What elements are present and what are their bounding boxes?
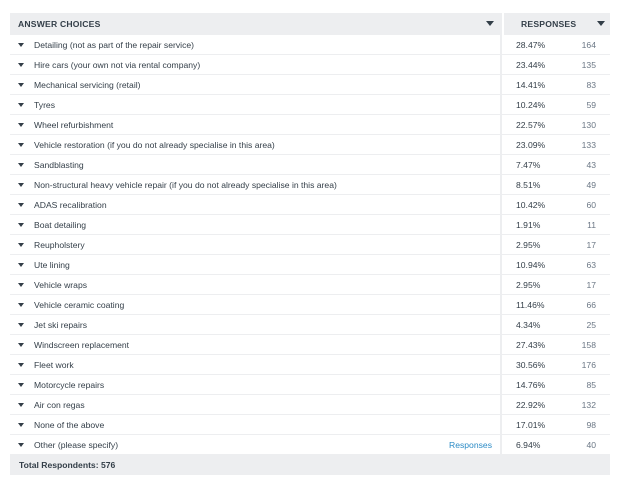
table-row [10,435,610,455]
expand-caret-down-icon[interactable] [18,143,24,147]
table-row [10,95,610,115]
answer-choice-cell [10,135,502,154]
response-percent: 10.42% [516,199,546,210]
table-row [10,395,610,415]
response-percent: 4.34% [516,319,541,330]
answer-choice-cell [10,375,502,394]
answer-choice-label: Mechanical servicing (retail) [34,79,141,90]
response-count: 85 [586,379,596,390]
response-percent: 14.41% [516,79,546,90]
table-row [10,215,610,235]
answer-choice-cell [10,115,502,134]
response-count: 17 [586,239,596,250]
expand-caret-down-icon[interactable] [18,343,24,347]
response-count: 130 [581,119,596,130]
response-count: 176 [581,359,596,370]
table-row [10,195,610,215]
answer-choice-cell [10,415,502,434]
answer-choice-label: Jet ski repairs [34,319,88,330]
table-row [10,75,610,95]
answer-choice-label: Windscreen replacement [34,339,130,350]
response-percent: 22.92% [516,399,546,410]
response-count: 25 [586,319,596,330]
response-percent: 23.09% [516,139,546,150]
answer-choice-label: Wheel refurbishment [34,119,114,130]
answer-choice-label: Vehicle wraps [34,279,88,290]
expand-caret-down-icon[interactable] [18,163,24,167]
answer-choice-label: Motorcycle repairs [34,379,105,390]
sort-caret-down-icon[interactable] [597,21,605,26]
answer-choice-cell [10,255,502,274]
answer-choice-cell [10,35,502,54]
response-count: 63 [586,259,596,270]
table-row [10,335,610,355]
response-count: 164 [581,39,596,50]
expand-caret-down-icon[interactable] [18,43,24,47]
answer-choice-cell [10,355,502,374]
expand-caret-down-icon[interactable] [18,203,24,207]
expand-caret-down-icon[interactable] [18,263,24,267]
expand-caret-down-icon[interactable] [18,323,24,327]
table-header [10,13,610,35]
answer-choice-label: Air con regas [34,399,85,410]
response-percent: 11.46% [516,299,545,310]
expand-caret-down-icon[interactable] [18,383,24,387]
response-percent: 27.43% [516,339,546,350]
answer-choices-header-label: ANSWER CHOICES [18,19,101,29]
answer-choice-label: Vehicle restoration (if you do not already specialise in this area) [34,139,275,150]
answer-choice-cell [10,75,502,94]
answer-choice-label: Vehicle ceramic coating [34,299,125,310]
answer-choice-cell [10,395,502,414]
answer-choice-cell [10,235,502,254]
table-row [10,55,610,75]
response-count: 59 [586,99,596,110]
answer-choice-label: Other (please specify) [34,439,119,450]
table-row [10,155,610,175]
table-row [10,355,610,375]
response-count: 133 [581,139,596,150]
expand-caret-down-icon[interactable] [18,123,24,127]
expand-caret-down-icon[interactable] [18,363,24,367]
answer-choice-label: Hire cars (your own not via rental company) [34,59,201,70]
response-count: 66 [586,299,596,310]
answer-choice-cell [10,295,502,314]
response-count: 11 [587,219,596,230]
table-row [10,315,610,335]
expand-caret-down-icon[interactable] [18,443,24,447]
answer-choice-cell [10,335,502,354]
answer-choice-cell [10,195,502,214]
response-percent: 2.95% [516,279,541,290]
response-count: 40 [586,439,596,450]
responses-link[interactable]: Responses [449,439,492,450]
table-row [10,295,610,315]
answer-choice-label: Reupholstery [34,239,85,250]
table-row [10,415,610,435]
expand-caret-down-icon[interactable] [18,103,24,107]
response-percent: 7.47% [516,159,541,170]
expand-caret-down-icon[interactable] [18,183,24,187]
response-percent: 14.76% [516,379,546,390]
expand-caret-down-icon[interactable] [18,283,24,287]
expand-caret-down-icon[interactable] [18,223,24,227]
responses-header-label: RESPONSES [521,19,577,29]
table-row [10,275,610,295]
answer-choice-label: None of the above [34,419,105,430]
answer-choice-label: Ute lining [34,259,70,270]
answer-choice-label: Boat detailing [34,219,87,230]
responses-header[interactable] [502,13,610,35]
response-percent: 8.51% [516,179,541,190]
expand-caret-down-icon[interactable] [18,63,24,67]
answer-choice-cell [10,55,502,74]
answer-choice-cell [10,435,502,454]
response-count: 43 [586,159,596,170]
response-percent: 30.56% [516,359,546,370]
responses-table [10,13,610,475]
table-row [10,35,610,55]
response-percent: 10.24% [516,99,546,110]
response-percent: 22.57% [516,119,546,130]
table-row [10,255,610,275]
answer-choice-label: Sandblasting [34,159,84,170]
response-percent: 1.91% [516,219,541,230]
response-count: 98 [586,419,596,430]
expand-caret-down-icon[interactable] [18,243,24,247]
sort-caret-down-icon[interactable] [486,21,494,26]
response-count: 158 [581,339,596,350]
table-row [10,375,610,395]
table-row [10,135,610,155]
total-respondents-row [10,455,610,475]
response-count: 60 [586,199,596,210]
table-row [10,175,610,195]
expand-caret-down-icon[interactable] [18,303,24,307]
table-body [10,35,610,455]
answer-choice-cell [10,175,502,194]
answer-choice-label: Tyres [34,99,56,110]
total-respondents-label: Total Respondents: 576 [19,460,116,470]
response-percent: 10.94% [516,259,546,270]
answer-choice-cell [10,315,502,334]
response-count: 17 [586,279,596,290]
expand-caret-down-icon[interactable] [18,83,24,87]
response-percent: 23.44% [516,59,546,70]
answer-choice-label: Detailing (not as part of the repair service) [34,39,195,50]
expand-caret-down-icon[interactable] [18,423,24,427]
response-count: 132 [581,399,596,410]
table-row [10,115,610,135]
answer-choice-label: Non-structural heavy vehicle repair (if you do not already specialise in this area) [34,179,337,190]
answer-choice-label: Fleet work [34,359,74,370]
response-count: 49 [586,179,596,190]
answer-choice-cell [10,215,502,234]
response-percent: 28.47% [516,39,546,50]
answer-choice-cell [10,275,502,294]
response-percent: 17.01% [516,419,546,430]
answer-choices-header[interactable] [10,13,502,35]
response-percent: 2.95% [516,239,541,250]
answer-choice-label: ADAS recalibration [34,199,107,210]
expand-caret-down-icon[interactable] [18,403,24,407]
response-count: 83 [586,79,596,90]
response-percent: 6.94% [516,439,541,450]
response-count: 135 [581,59,596,70]
answer-choice-cell [10,95,502,114]
answer-choice-cell [10,155,502,174]
table-row [10,235,610,255]
